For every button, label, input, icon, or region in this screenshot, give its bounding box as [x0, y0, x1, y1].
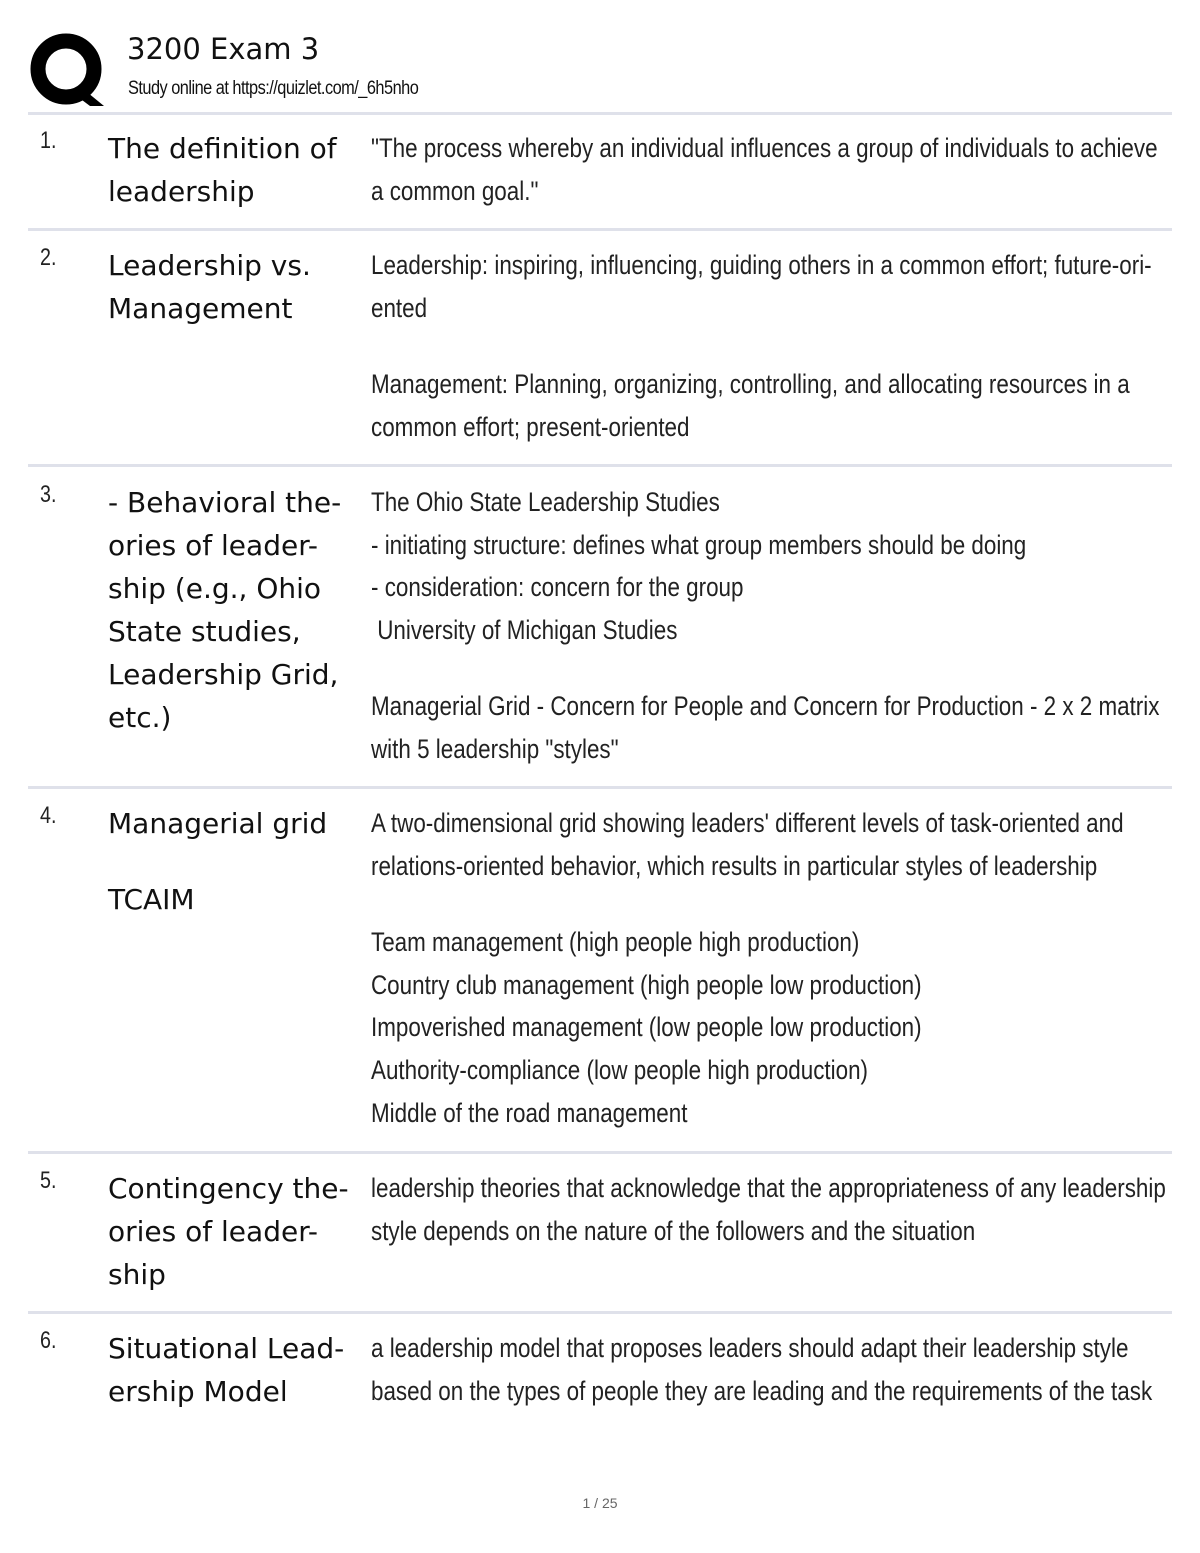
- page-number: 1 / 25: [582, 1495, 618, 1511]
- card-number: 1.: [40, 127, 57, 154]
- quizlet-logo: [30, 32, 106, 108]
- divider: [28, 1311, 1172, 1314]
- card-number: 3.: [40, 481, 57, 508]
- card-number: 4.: [40, 802, 57, 829]
- page-title: 3200 Exam 3: [127, 32, 320, 66]
- card-definition: The Ohio State Leadership Studies - initiating structure: defines what group members should be doing - consideration: concern for the group University of Michigan Studies Managerial Grid - Concern for People and Concern for Production - 2 x 2 matrix with 5 leadership "styles": [371, 487, 1160, 764]
- divider: [28, 228, 1172, 231]
- divider: [28, 112, 1172, 115]
- card-term: Contingency the- ories of leader- ship: [108, 1172, 349, 1291]
- card-number: 5.: [40, 1167, 57, 1194]
- divider: [28, 464, 1172, 467]
- card-definition: a leadership model that proposes leaders should adapt their leadership style based on the types of people they are leading and the requirements of the task: [371, 1333, 1153, 1406]
- card-term: Situational Lead- ership Model: [108, 1332, 345, 1408]
- card-number: 6.: [40, 1327, 57, 1354]
- divider: [28, 786, 1172, 789]
- card-definition: "The process whereby an individual influences a group of individuals to achieve a common goal.": [371, 133, 1158, 206]
- card-definition: A two-dimensional grid showing leaders' different levels of task-oriented and relations-oriented behavior, which results in particular styles of leadership Team management (high people high production) Country club management (high people low production) Impoverished management (low people low production) Authority-compliance (low people high production) Middle of the road management: [371, 808, 1124, 1128]
- card-definition: leadership theories that acknowledge that the appropriateness of any leadership style depends on the nature of the followers and the situation: [371, 1173, 1166, 1246]
- card-term: Leadership vs. Management: [108, 249, 311, 325]
- page-header: [30, 28, 1172, 112]
- card-term: The definition of leadership: [108, 132, 337, 208]
- card-definition: Leadership: inspiring, influencing, guiding others in a common effort; future-ori- ented Management: Planning, organizing, controlling, and allocating resources in a common effort; present-oriented: [371, 250, 1152, 442]
- divider: [28, 1151, 1172, 1154]
- card-number: 2.: [40, 244, 57, 271]
- card-term: Managerial grid TCAIM: [108, 807, 328, 916]
- card-term: - Behavioral the- ories of leader- ship (e.g., Ohio State studies, Leadership Grid, etc.): [108, 486, 342, 734]
- study-link[interactable]: Study online at https://quizlet.com/_6h5nho: [128, 78, 419, 99]
